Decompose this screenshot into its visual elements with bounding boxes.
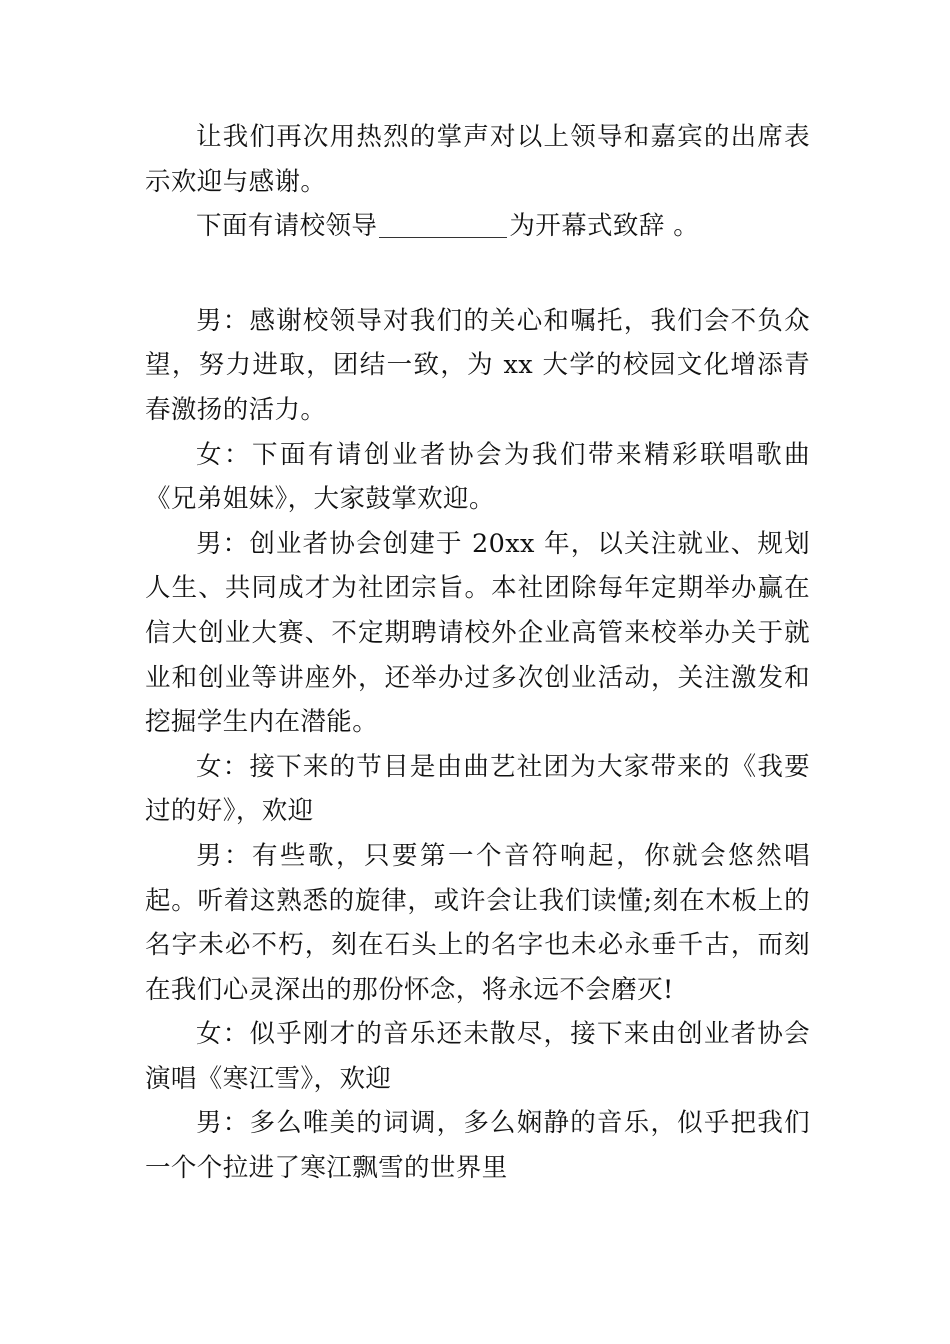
paragraph-invite-leader: [145, 204, 810, 249]
paragraph-female-snow: 女：似乎刚才的音乐还未散尽，接下来由创业者协会演唱《寒江雪》，欢迎: [145, 1019, 810, 1094]
paragraph-male-thanks: 男：感谢校领导对我们的关心和嘱托，我们会不负众望，努力进取，团结一致，为 xx 大学的校园文化增添青春激扬的活力。: [145, 305, 810, 425]
paragraph-welcome-thanks: 让我们再次用热烈的掌声对以上领导和嘉宾的出席表示欢迎与感谢。: [145, 122, 810, 197]
paragraph-female-opera: 女：接下来的节目是由曲艺社团为大家带来的《我要过的好》，欢迎: [145, 751, 810, 827]
name-blank-line: [379, 213, 507, 238]
document-body: [145, 115, 810, 1191]
paragraph-male-association: 男：创业者协会创建于 20xx 年，以关注就业、规划人生、共同成才为社团宗旨。本社团除每年定期举办赢在信大创业大赛、不定期聘请校外企业高管来校举办关于就业和创业等讲座外，还举办过多次创业活动，关注激发和挖掘学生内在潜能。: [145, 528, 810, 738]
invite-leader-text-after: 为开幕式致辞 。: [509, 211, 700, 242]
paragraph-female-intro-song: 女：下面有请创业者协会为我们带来精彩联唱歌曲《兄弟姐妹》，大家鼓掌欢迎。: [145, 439, 810, 515]
invite-leader-text-before: 下面有请校领导: [196, 211, 378, 242]
paragraph-male-songs: 男：有些歌，只要第一个音符响起，你就会悠然唱起。听着这熟悉的旋律，或许会让我们读懂;刻在木板上的名字未必不朽，刻在石头上的名字也未必永垂千古，而刻在我们心灵深出的那份怀念，将永远不会磨灭!: [145, 840, 810, 1005]
paragraph-male-lyrics: 男：多么唯美的词调，多么娴静的音乐，似乎把我们一个个拉进了寒江飘雪的世界里: [145, 1108, 810, 1184]
